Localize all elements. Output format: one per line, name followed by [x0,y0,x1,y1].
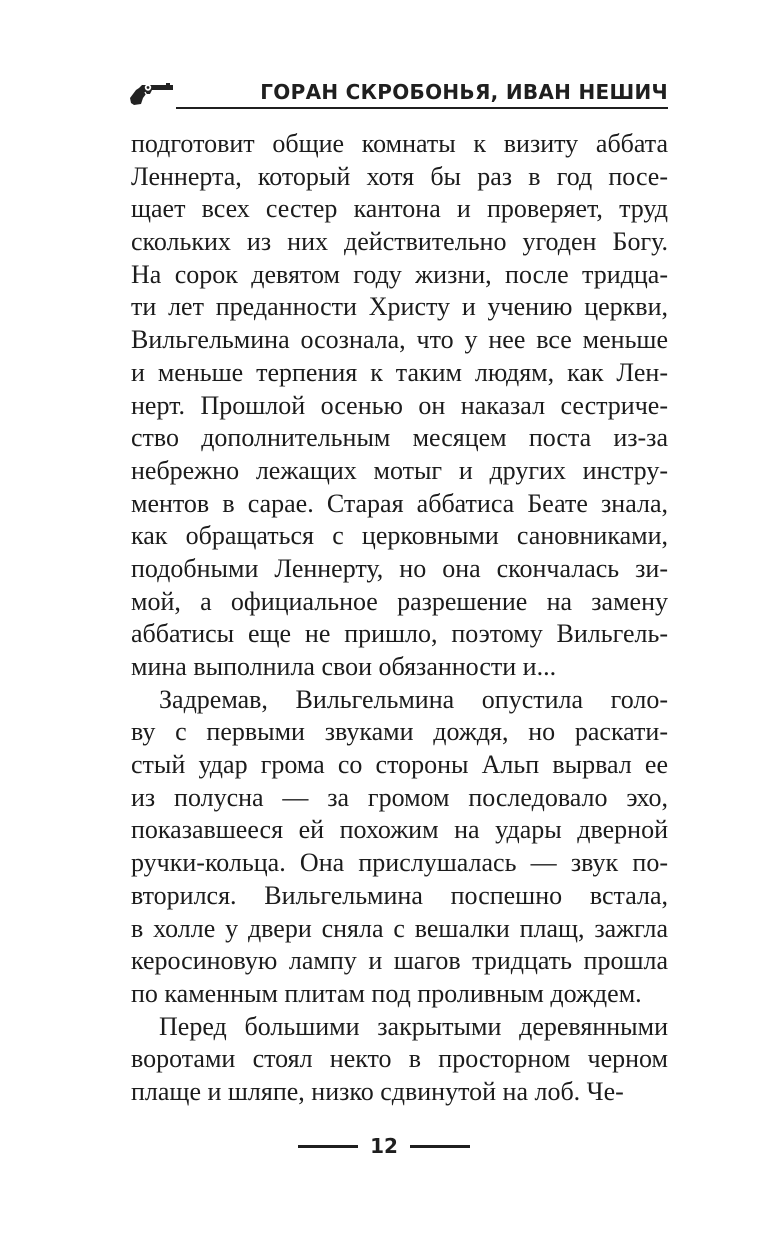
text-line: нерт. Прошлой осенью он наказал сестриче- [131,390,668,420]
text-line: стый удар грома со стороны Альп вырвал ее [131,750,668,780]
text-line: из полусна — за громом последовало эхо, [131,782,668,812]
text-line: щает всех сестер кантона и проверяет, труд [131,194,668,224]
header-rule [176,107,668,109]
text-line: аббатисы еще не пришло, поэтому Вильгель- [131,619,668,649]
text-line: керосиновую лампу и шагов тридцать прошла [131,946,668,976]
text-line: ву с первыми звуками дождя, но раскати- [131,717,668,747]
text-line: небрежно лежащих мотыг и других инстру- [131,455,668,485]
paragraph [131,684,668,1011]
text-line: мой, а официальное разрешение на замену [131,586,668,616]
revolver-icon [128,76,174,106]
paragraph [131,1011,668,1109]
text-line: Задремав, Вильгельмина опустила голо- [159,684,668,714]
text-line: по каменным плитам под проливным дождем. [131,978,642,1008]
text-line: ментов в сарае. Старая аббатиса Беате знала, [131,488,668,518]
paragraph [131,128,668,684]
text-line: вторился. Вильгельмина поспешно встала, [131,880,668,910]
text-line: подобными Леннерту, но она скончалась зи- [131,553,668,583]
page-number-footer [0,1134,768,1164]
text-line: На сорок девятом году жизни, после тридца- [131,259,668,289]
text-line: скольких из них действительно угоден Богу. [131,227,668,257]
text-line: Леннерта, который хотя бы раз в год посе- [131,161,668,191]
text-line: мина выполнила свои обязанности и... [131,652,557,681]
text-line: в холле у двери сняла с вешалки плащ, зажгла [131,913,668,943]
text-line: и меньше терпения к таким людям, как Лен- [131,357,668,387]
text-line: воротами стоял некто в просторном черном [131,1044,668,1074]
text-line: ручки-кольца. Она прислушалась — звук по- [131,848,668,878]
running-header [128,72,668,112]
text-line: ство дополнительным месяцем поста из-за [131,423,668,453]
text-line: ти лет преданности Христу и учению церкви, [131,292,668,322]
footer-dash-right [410,1145,470,1148]
book-author: ГОРАН СКРОБОНЬЯ, ИВАН НЕШИЧ [260,80,668,104]
text-line: подготовит общие комнаты к визиту аббата [131,129,668,158]
text-line: Перед большими закрытыми деревянными [159,1011,668,1041]
text-line: плаще и шляпе, низко сдвинутой на лоб. Че- [131,1076,624,1106]
body-text [131,128,668,1109]
text-line: как обращаться с церковными сановниками, [131,521,668,551]
text-line: Вильгельмина осознала, что у нее все меньше [131,325,668,355]
page-number: 12 [370,1134,398,1158]
footer-dash-left [298,1145,358,1148]
text-line: показавшееся ей похожим на удары дверной [131,815,668,845]
